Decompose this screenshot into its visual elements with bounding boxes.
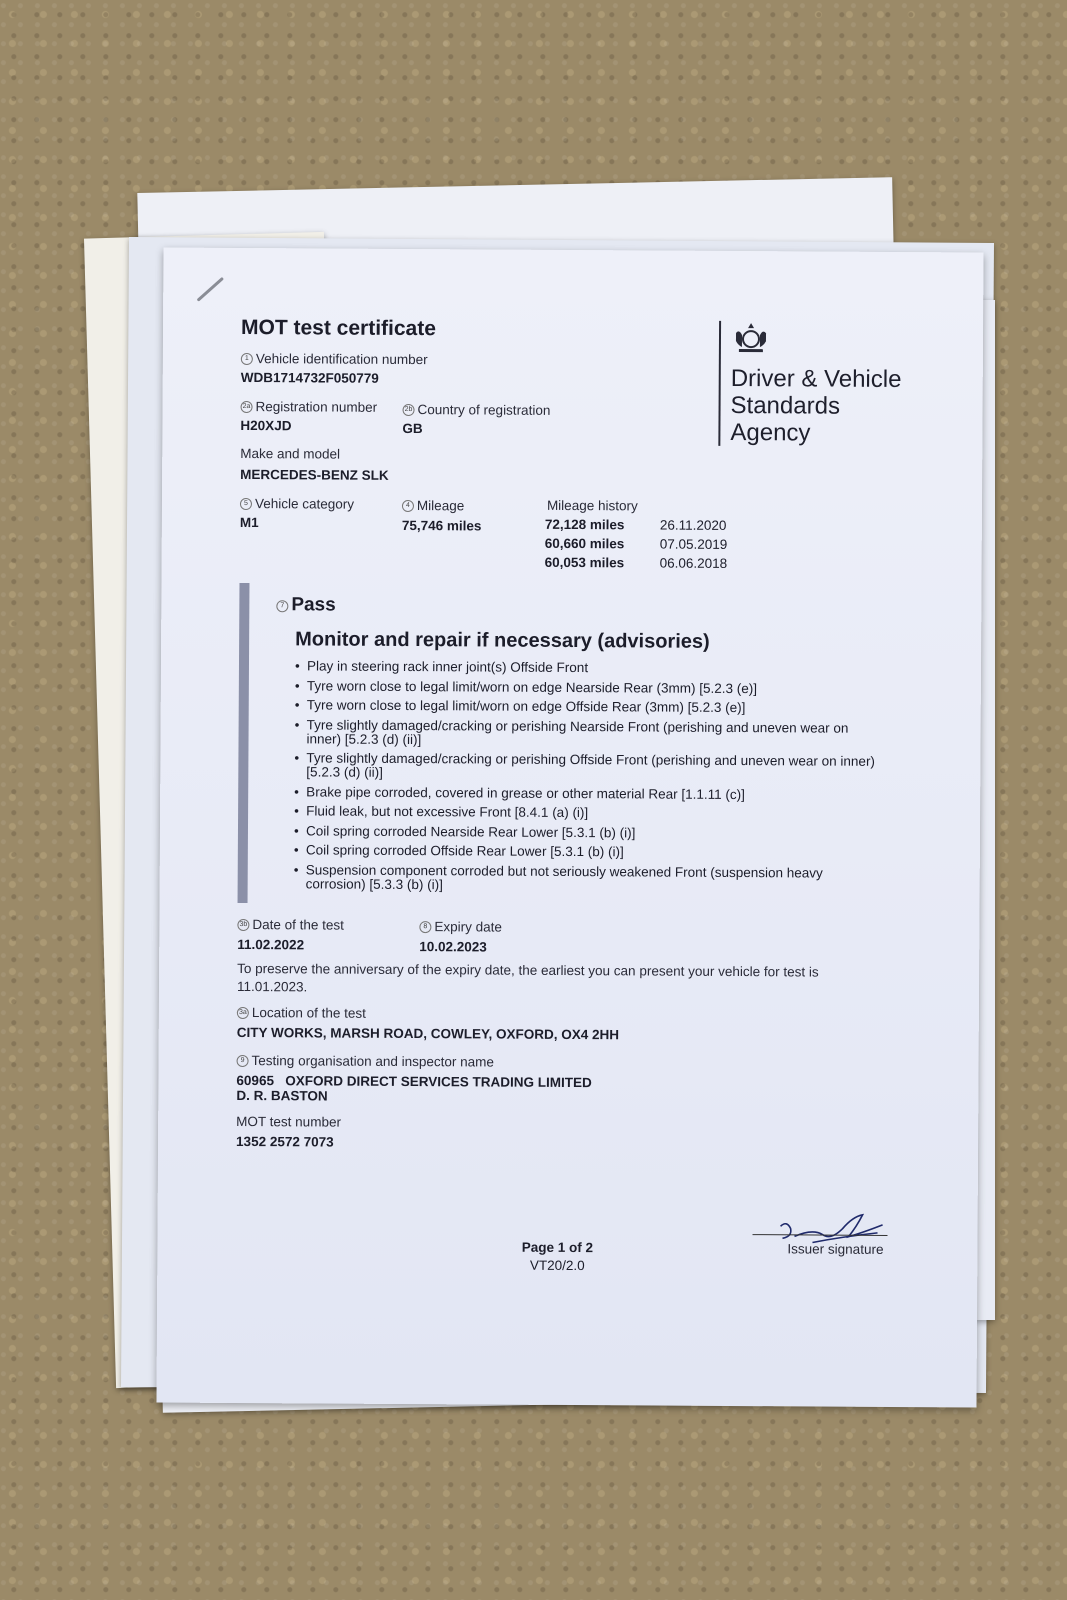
mileage-history-label: Mileage history (546, 497, 638, 514)
vin-value: WDB1714732F050779 (240, 369, 379, 386)
advisory-item: • Tyre worn close to legal limit/worn on edge Offside Rear (3mm) [5.2.3 (e)] (295, 698, 885, 716)
reg-label: 2a Registration number (241, 398, 378, 417)
history-row: 72,128 miles 26.11.2020 (544, 516, 727, 533)
form-code: VT20/2.0 (529, 1257, 585, 1274)
field-number: 1 (241, 353, 253, 365)
location-label: 3a Location of the test (237, 1004, 366, 1023)
testing-label: 9 Testing organisation and inspector name (237, 1052, 495, 1072)
page-footer (467, 1239, 647, 1273)
inspector-name: D. R. BASTON (236, 1087, 328, 1104)
royal-crest-icon (731, 321, 902, 364)
field-number: 5 (240, 498, 252, 510)
agency-line1: Driver & Vehicle (730, 364, 902, 394)
history-row: 60,660 miles 07.05.2019 (544, 535, 728, 552)
location-value: CITY WORKS, MARSH ROAD, COWLEY, OXFORD, OX4 2HH (236, 1024, 620, 1043)
field-number: 9 (237, 1055, 249, 1067)
agency-line2: Standards (730, 391, 841, 420)
history-row: 60,053 miles 06.06.2018 (544, 554, 728, 571)
make-value: MERCEDES-BENZ SLK (240, 466, 389, 483)
advisory-item: • Suspension component corroded but not seriously weakened Front (suspension heavy corrosion) [5.3.3 (b) (i)] (294, 863, 884, 895)
advisory-item: • Coil spring corroded Offside Rear Lower [5.3.1 (b) (i)] (294, 843, 884, 861)
mileage-history-table (545, 515, 728, 573)
advisory-item: • Brake pipe corroded, covered in grease or other material Rear [1.1.11 (c)] (294, 785, 884, 803)
pass-status: Pass (291, 594, 336, 616)
signature-label: Issuer signature (787, 1241, 884, 1257)
staple (197, 277, 224, 302)
field-number: 8 (419, 921, 431, 933)
dvsa-logo (718, 321, 901, 447)
field-number: 3a (237, 1007, 249, 1019)
result-bar (238, 583, 250, 903)
advisory-item: • Fluid leak, but not excessive Front [8.4.1 (a) (i)] (294, 804, 884, 822)
make-label: Make and model (240, 445, 341, 462)
advisory-item: • Tyre worn close to legal limit/worn on edge Nearside Rear (3mm) [5.2.3 (e)] (295, 679, 885, 697)
advisories-title: Monitor and repair if necessary (advisories) (295, 628, 710, 653)
country-label: 2b Country of registration (402, 401, 550, 420)
advisory-item: • Coil spring corroded Nearside Rear Lower [5.3.1 (b) (i)] (294, 824, 884, 842)
test-date-label: 3b Date of the test (237, 916, 344, 935)
mileage-label: 4 Mileage (402, 497, 464, 515)
mot-certificate-page (156, 248, 983, 1408)
mot-number-label: MOT test number (236, 1113, 342, 1130)
field-number: 2b (403, 404, 415, 416)
advisory-item: • Tyre slightly damaged/cracking or perishing Offside Front (perishing and uneven wear on inner) [5.2.3 (d) (ii)] (294, 751, 884, 783)
pass-heading (276, 594, 336, 616)
reg-value: H20XJD (240, 417, 292, 434)
testing-organisation: 60965 OXFORD DIRECT SERVICES TRADING LIMITED (236, 1072, 592, 1091)
advisories-list (294, 659, 885, 900)
advisory-item: • Tyre slightly damaged/cracking or perishing Nearside Front (perishing and uneven wear on inner) [5.2.3 (d) (ii)] (294, 718, 884, 750)
vin-label: 1 Vehicle identification number (241, 350, 428, 369)
field-number: 2a (241, 401, 253, 413)
category-label: 5 Vehicle category (240, 495, 354, 514)
expiry-date-value: 10.02.2023 (419, 939, 487, 955)
country-value: GB (402, 420, 423, 437)
page-number: Page 1 of 2 (521, 1239, 594, 1256)
field-number: 4 (402, 500, 414, 512)
field-number: 7 (276, 600, 288, 612)
category-value: M1 (239, 514, 259, 531)
test-date-value: 11.02.2022 (237, 936, 305, 953)
mot-number-value: 1352 2572 7073 (236, 1133, 334, 1150)
preserve-note: To preserve the anniversary of the expiry date, the earliest you can present your vehicle for test is 11.01.2023. (236, 960, 819, 995)
expiry-date-label: 8 Expiry date (419, 918, 502, 937)
mileage-value: 75,746 miles (401, 517, 482, 534)
advisory-item: • Play in steering rack inner joint(s) Offside Front (295, 659, 885, 677)
field-number: 3b (237, 919, 249, 931)
agency-line3: Agency (730, 418, 811, 447)
certificate-title: MOT test certificate (240, 315, 437, 341)
